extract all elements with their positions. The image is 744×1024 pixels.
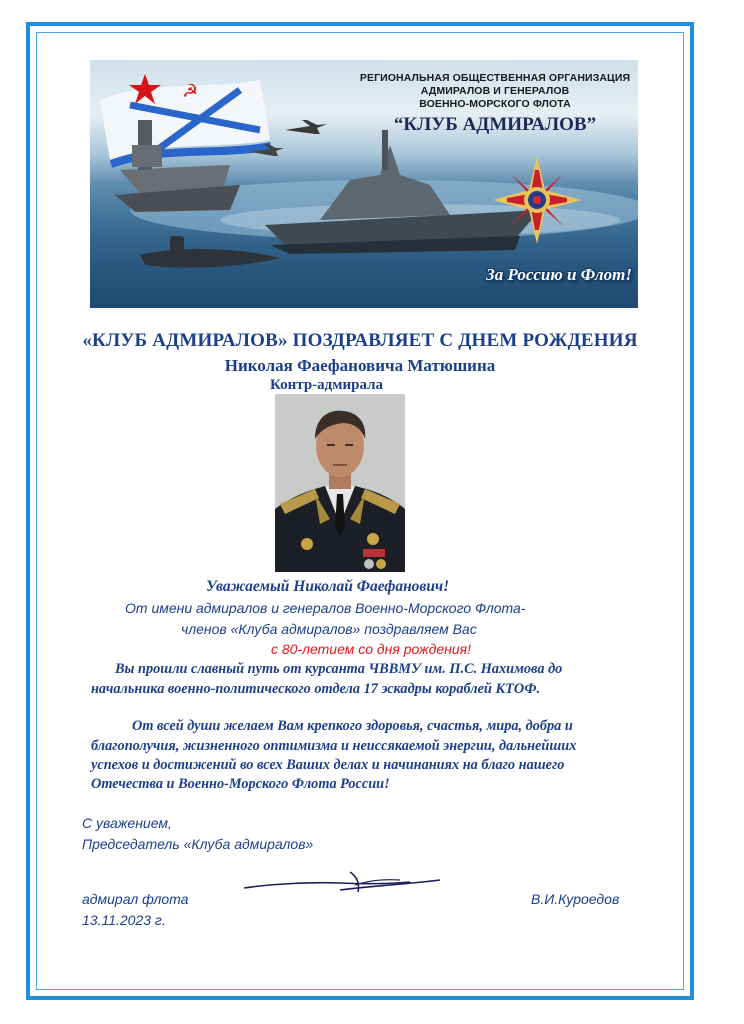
hammer-sickle-icon: ☭ <box>182 81 199 102</box>
handwritten-signature-icon <box>240 870 445 900</box>
recipient-name: Николая Фаефановича Матюшина <box>224 356 496 375</box>
paragraph-career-line: Вы прошли славный путь от курсанта ЧВВМУ им. П.С. Нахимова до <box>115 661 563 677</box>
letter-line: членов «Клуба адмиралов» поздравляем Вас <box>181 621 477 637</box>
portrait-photo <box>275 394 405 572</box>
paragraph-wishes-line: От всей души желаем Вам крепкого здоровья, счастья, мира, добра и <box>132 718 573 734</box>
congratulation-heading: «КЛУБ АДМИРАЛОВ» ПОЗДРАВЛЯЕТ С ДНЕМ РОЖДЕНИЯ <box>82 330 638 351</box>
letter-line: От имени адмиралов и генералов Военно-Морского Флота- <box>125 600 526 616</box>
motto: За Россию и Флот! <box>486 265 632 284</box>
org-line: АДМИРАЛОВ И ГЕНЕРАЛОВ <box>420 85 570 97</box>
header-banner <box>90 60 638 308</box>
jet-icon <box>285 120 327 134</box>
organization-name <box>355 72 635 111</box>
paragraph-career-line: начальника военно-политического отдела 17 эскадры кораблей КТОФ. <box>91 681 541 697</box>
chairman-position: Председатель «Клуба адмиралов» <box>82 836 314 852</box>
signer-name: В.И.Куроедов <box>531 891 620 907</box>
org-line: РЕГИОНАЛЬНАЯ ОБЩЕСТВЕННАЯ ОРГАНИЗАЦИЯ <box>359 72 631 84</box>
portrait-illustration <box>275 394 405 572</box>
letter-date: 13.11.2023 г. <box>82 912 166 928</box>
org-line: ВОЕННО-МОРСКОГО ФЛОТА <box>419 98 571 110</box>
paragraph-wishes-line: Отечества и Военно-Морского Флота России! <box>91 776 390 792</box>
paragraph-wishes-line: успехов и достижений во всех Ваших делах и начинаниях на благо нашего <box>91 757 565 773</box>
signer-rank: адмирал флота <box>82 891 189 907</box>
recipient-rank: Контр-адмирала <box>270 377 383 393</box>
paragraph-wishes-line: благополучия, жизненного оптимизма и неиссякаемой энергии, дальнейших <box>91 738 577 754</box>
anniversary-line: с 80-летием со дня рождения! <box>271 641 471 657</box>
greeting: Уважаемый Николай Фаефанович! <box>206 578 450 595</box>
club-name: “КЛУБ АДМИРАЛОВ” <box>393 114 597 135</box>
submarine-icon <box>140 236 280 268</box>
regards-text: С уважением, <box>82 815 172 831</box>
